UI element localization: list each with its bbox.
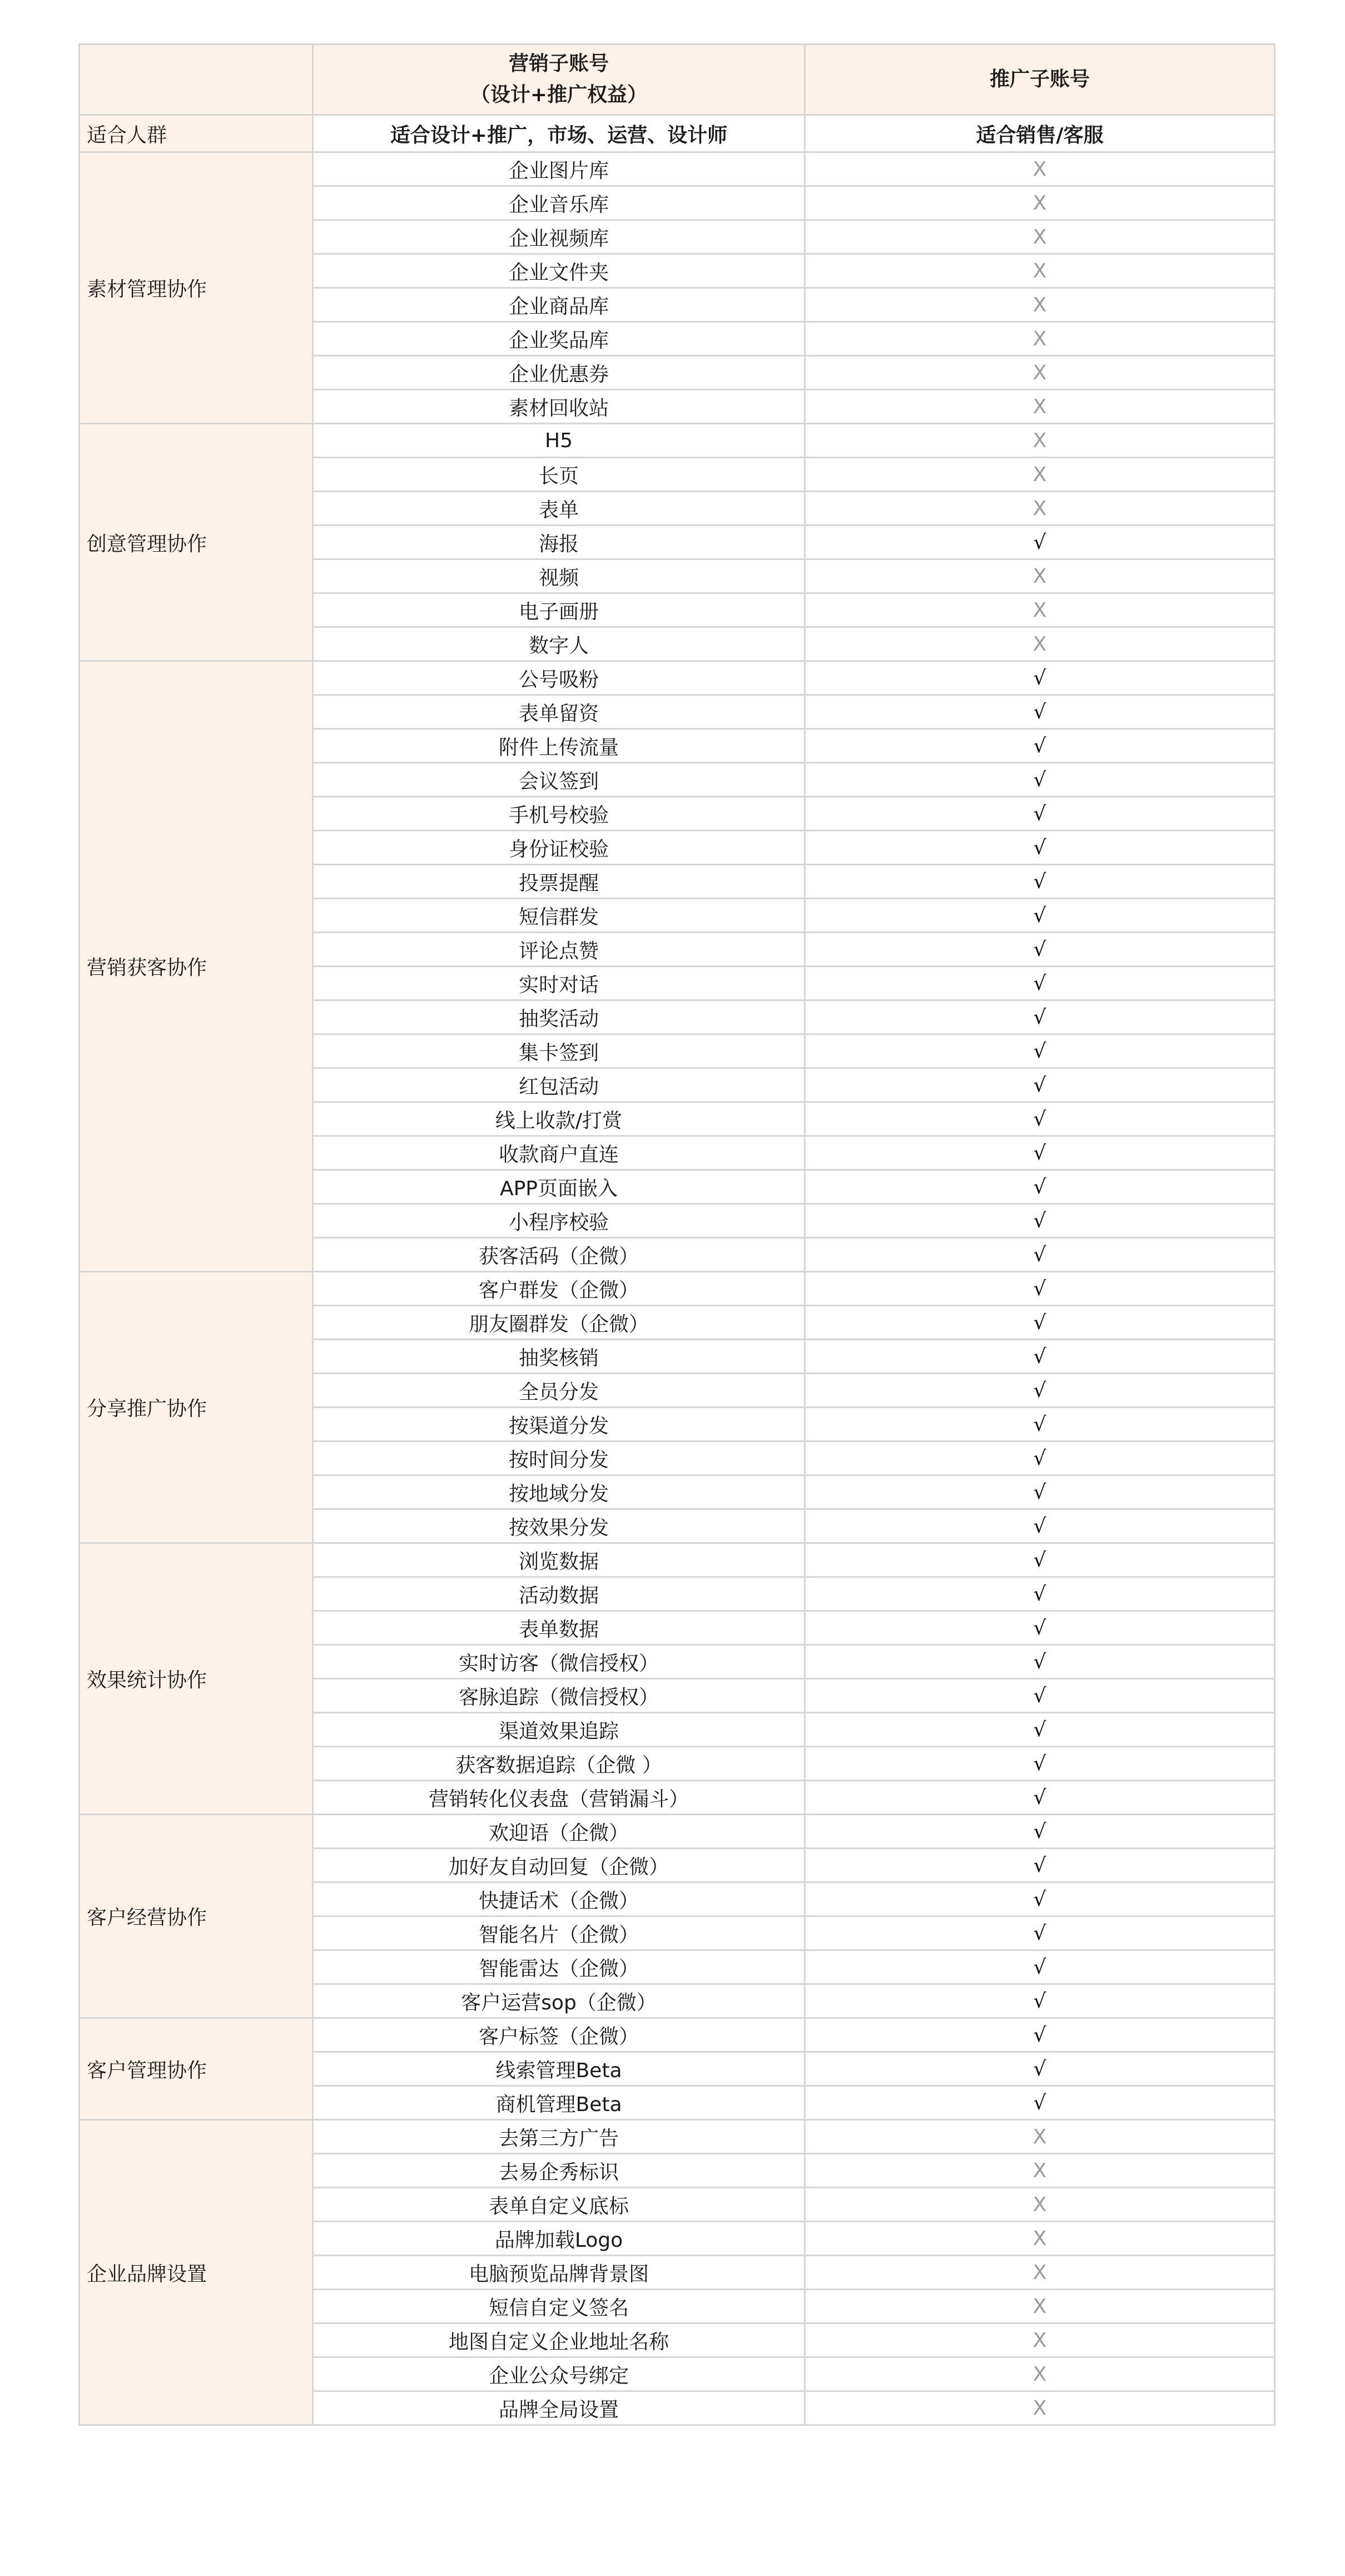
feature-name: 短信群发 [313, 899, 805, 933]
feature-name: 智能雷达（企微） [313, 1950, 805, 1984]
table-row [80, 2018, 1275, 2052]
feature-name: 浏览数据 [313, 1543, 805, 1577]
category-label: 客户管理协作 [80, 2018, 313, 2120]
category-label: 营销获客协作 [80, 661, 313, 1272]
feature-name: 公号吸粉 [313, 661, 805, 695]
feature-name: 活动数据 [313, 1577, 805, 1611]
feature-name: 小程序校验 [313, 1204, 805, 1238]
feature-name: 长页 [313, 458, 805, 492]
available-mark: √ [805, 1340, 1275, 1374]
available-mark: √ [805, 1136, 1275, 1170]
feature-name: 按渠道分发 [313, 1408, 805, 1441]
unavailable-mark: X [805, 2154, 1275, 2188]
available-mark: √ [805, 865, 1275, 899]
feature-name: 快捷话术（企微） [313, 1883, 805, 1916]
available-mark: √ [805, 2018, 1275, 2052]
available-mark: √ [805, 1984, 1275, 2018]
table-row [80, 424, 1275, 458]
feature-name: 去第三方广告 [313, 2120, 805, 2154]
unavailable-mark: X [805, 2222, 1275, 2256]
feature-name: 评论点赞 [313, 933, 805, 967]
feature-name: 客户运营sop（企微） [313, 1984, 805, 2018]
feature-name: 附件上传流量 [313, 729, 805, 763]
feature-name: 品牌全局设置 [313, 2391, 805, 2425]
feature-name: 企业图片库 [313, 152, 805, 186]
available-mark: √ [805, 1509, 1275, 1543]
available-mark: √ [805, 1950, 1275, 1984]
feature-name: 按地域分发 [313, 1475, 805, 1509]
unavailable-mark: X [805, 356, 1275, 390]
available-mark: √ [805, 1204, 1275, 1238]
table-row [80, 661, 1275, 695]
category-label: 创意管理协作 [80, 424, 313, 661]
feature-name: 按时间分发 [313, 1441, 805, 1475]
available-mark: √ [805, 1374, 1275, 1408]
available-mark: √ [805, 1611, 1275, 1645]
available-mark: √ [805, 1849, 1275, 1883]
audience-marketing: 适合设计+推广，市场、运营、设计师 [313, 115, 805, 152]
feature-name: 渠道效果追踪 [313, 1713, 805, 1747]
feature-name: 客户标签（企微） [313, 2018, 805, 2052]
feature-name: 线索管理Beta [313, 2052, 805, 2086]
unavailable-mark: X [805, 627, 1275, 661]
feature-name: 收款商户直连 [313, 1136, 805, 1170]
feature-name: 抽奖核销 [313, 1340, 805, 1374]
available-mark: √ [805, 729, 1275, 763]
unavailable-mark: X [805, 390, 1275, 424]
available-mark: √ [805, 1543, 1275, 1577]
feature-name: 抽奖活动 [313, 1000, 805, 1034]
feature-name: 素材回收站 [313, 390, 805, 424]
feature-name: 商机管理Beta [313, 2086, 805, 2120]
feature-name: 短信自定义签名 [313, 2290, 805, 2324]
unavailable-mark: X [805, 2120, 1275, 2154]
available-mark: √ [805, 1034, 1275, 1068]
feature-name: 会议签到 [313, 763, 805, 797]
table-row [80, 152, 1275, 186]
available-mark: √ [805, 1000, 1275, 1034]
available-mark: √ [805, 1916, 1275, 1950]
available-mark: √ [805, 1102, 1275, 1136]
feature-name: 企业公众号绑定 [313, 2357, 805, 2391]
feature-name: 电脑预览品牌背景图 [313, 2256, 805, 2290]
available-mark: √ [805, 763, 1275, 797]
marketing-subaccount-header [313, 44, 805, 115]
audience-label: 适合人群 [80, 115, 313, 152]
feature-name: 客脉追踪（微信授权） [313, 1679, 805, 1713]
unavailable-mark: X [805, 424, 1275, 458]
marketing-subaccount-subtitle: （设计+推广权益） [470, 83, 648, 106]
available-mark: √ [805, 1170, 1275, 1204]
available-mark: √ [805, 2052, 1275, 2086]
unavailable-mark: X [805, 2256, 1275, 2290]
audience-promotion: 适合销售/客服 [805, 115, 1275, 152]
feature-name: 企业音乐库 [313, 186, 805, 220]
feature-name: 企业文件夹 [313, 254, 805, 288]
marketing-subaccount-title: 营销子账号 [508, 52, 609, 75]
feature-name: 身份证校验 [313, 831, 805, 865]
available-mark: √ [805, 967, 1275, 1000]
available-mark: √ [805, 1408, 1275, 1441]
available-mark: √ [805, 831, 1275, 865]
feature-name: 智能名片（企微） [313, 1916, 805, 1950]
unavailable-mark: X [805, 492, 1275, 526]
table-row [80, 2120, 1275, 2154]
available-mark: √ [805, 1238, 1275, 1272]
feature-name: 电子画册 [313, 593, 805, 627]
unavailable-mark: X [805, 288, 1275, 322]
unavailable-mark: X [805, 254, 1275, 288]
available-mark: √ [805, 695, 1275, 729]
unavailable-mark: X [805, 593, 1275, 627]
feature-name: 实时对话 [313, 967, 805, 1000]
feature-name: 营销转化仪表盘（营销漏斗） [313, 1781, 805, 1815]
available-mark: √ [805, 1747, 1275, 1781]
available-mark: √ [805, 1883, 1275, 1916]
unavailable-mark: X [805, 322, 1275, 356]
available-mark: √ [805, 1577, 1275, 1611]
category-label: 素材管理协作 [80, 152, 313, 424]
feature-name: 朋友圈群发（企微） [313, 1306, 805, 1340]
feature-name: 客户群发（企微） [313, 1272, 805, 1306]
promotion-subaccount-header: 推广子账号 [805, 44, 1275, 115]
feature-name: 表单留资 [313, 695, 805, 729]
feature-name: 品牌加载Logo [313, 2222, 805, 2256]
available-mark: √ [805, 1475, 1275, 1509]
available-mark: √ [805, 2086, 1275, 2120]
unavailable-mark: X [805, 458, 1275, 492]
feature-name: 按效果分发 [313, 1509, 805, 1543]
category-label: 客户经营协作 [80, 1815, 313, 2018]
feature-name: 获客数据追踪（企微 ） [313, 1747, 805, 1781]
feature-name: 企业奖品库 [313, 322, 805, 356]
feature-name: 全员分发 [313, 1374, 805, 1408]
header-blank-cell [80, 44, 313, 115]
feature-comparison-table [78, 43, 1275, 2426]
feature-name: 表单数据 [313, 1611, 805, 1645]
available-mark: √ [805, 661, 1275, 695]
available-mark: √ [805, 933, 1275, 967]
feature-name: 实时访客（微信授权） [313, 1645, 805, 1679]
available-mark: √ [805, 1441, 1275, 1475]
available-mark: √ [805, 526, 1275, 559]
available-mark: √ [805, 1645, 1275, 1679]
feature-name: 表单 [313, 492, 805, 526]
available-mark: √ [805, 1068, 1275, 1102]
feature-name: 去易企秀标识 [313, 2154, 805, 2188]
feature-name: 线上收款/打赏 [313, 1102, 805, 1136]
feature-name: 企业商品库 [313, 288, 805, 322]
feature-name: 红包活动 [313, 1068, 805, 1102]
available-mark: √ [805, 1713, 1275, 1747]
feature-name: 表单自定义底标 [313, 2188, 805, 2222]
feature-name: 海报 [313, 526, 805, 559]
feature-name: H5 [313, 424, 805, 458]
available-mark: √ [805, 1815, 1275, 1849]
table-row [80, 1815, 1275, 1849]
category-label: 企业品牌设置 [80, 2120, 313, 2425]
unavailable-mark: X [805, 152, 1275, 186]
feature-name: 欢迎语（企微） [313, 1815, 805, 1849]
category-label: 效果统计协作 [80, 1543, 313, 1815]
available-mark: √ [805, 1272, 1275, 1306]
feature-name: 集卡签到 [313, 1034, 805, 1068]
unavailable-mark: X [805, 2290, 1275, 2324]
available-mark: √ [805, 1679, 1275, 1713]
available-mark: √ [805, 899, 1275, 933]
unavailable-mark: X [805, 186, 1275, 220]
available-mark: √ [805, 1781, 1275, 1815]
feature-name: 手机号校验 [313, 797, 805, 831]
feature-name: 地图自定义企业地址名称 [313, 2324, 805, 2357]
unavailable-mark: X [805, 559, 1275, 593]
feature-name: 企业优惠券 [313, 356, 805, 390]
feature-name: 数字人 [313, 627, 805, 661]
unavailable-mark: X [805, 2391, 1275, 2425]
feature-name: 投票提醒 [313, 865, 805, 899]
feature-name: APP页面嵌入 [313, 1170, 805, 1204]
feature-name: 企业视频库 [313, 220, 805, 254]
unavailable-mark: X [805, 2188, 1275, 2222]
unavailable-mark: X [805, 220, 1275, 254]
header-row [80, 44, 1275, 115]
table-row [80, 1543, 1275, 1577]
feature-name: 获客活码（企微） [313, 1238, 805, 1272]
table-row [80, 1272, 1275, 1306]
unavailable-mark: X [805, 2324, 1275, 2357]
available-mark: √ [805, 1306, 1275, 1340]
category-label: 分享推广协作 [80, 1272, 313, 1543]
audience-row [80, 115, 1275, 152]
feature-name: 视频 [313, 559, 805, 593]
feature-name: 加好友自动回复（企微） [313, 1849, 805, 1883]
available-mark: √ [805, 797, 1275, 831]
unavailable-mark: X [805, 2357, 1275, 2391]
